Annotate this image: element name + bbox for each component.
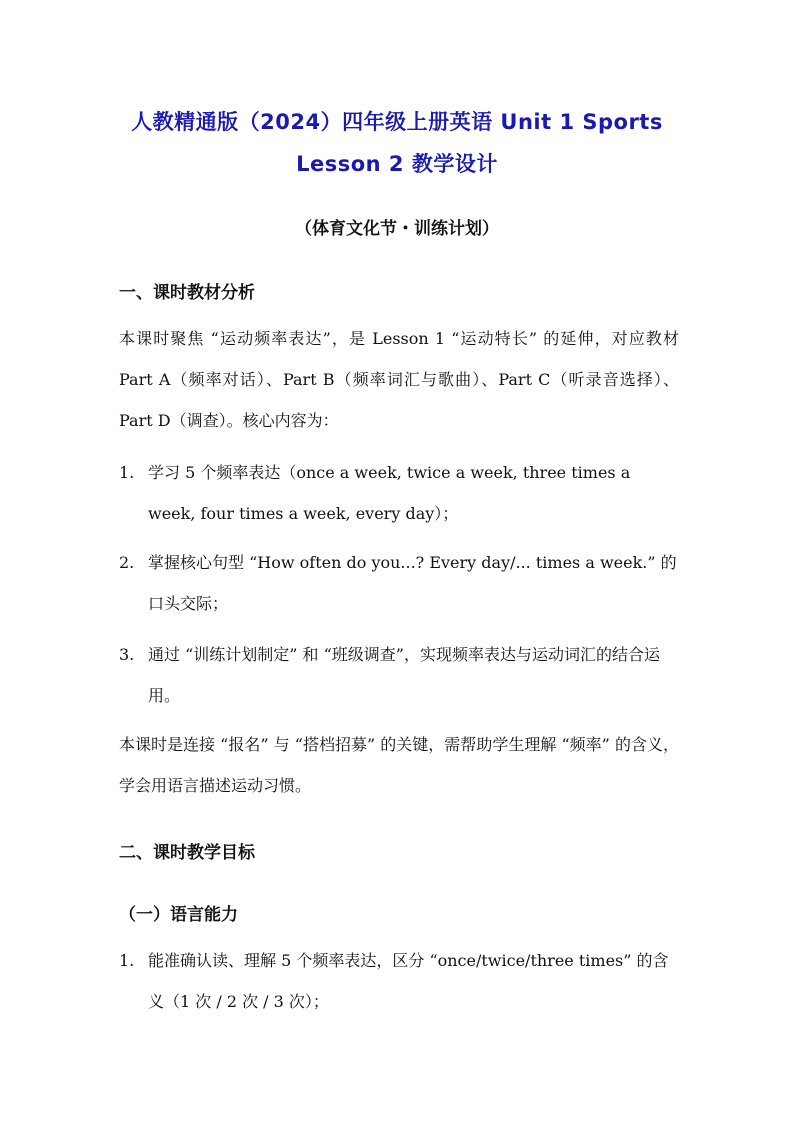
document-title-line2: Lesson 2 教学设计 (296, 152, 498, 176)
list-item (119, 634, 679, 716)
list-item-text: 掌握核心句型 “How often do you...? Every day/... times a week.” 的口头交际； (148, 553, 677, 613)
section2-heading: 二、课时教学目标 (119, 843, 255, 863)
list-item (119, 452, 679, 534)
list-item-number: 1. (119, 951, 135, 970)
list-item (119, 542, 679, 624)
document-title-line1: 人教精通版（2024）四年级上册英语 Unit 1 Sports (131, 110, 663, 134)
list-item-number: 1. (119, 463, 135, 482)
document-subtitle: （体育文化节・训练计划） (295, 219, 499, 239)
list-item-number: 3. (119, 645, 135, 664)
section1-closing-paragraph: 本课时是连接 “报名” 与 “搭档招募” 的关键，需帮助学生理解 “频率” 的含义，学会用语言描述运动习惯。 (119, 735, 679, 795)
list-item-text: 能准确认读、理解 5 个频率表达，区分 “once/twice/three times” 的含义（1 次 / 2 次 / 3 次）； (148, 951, 669, 1011)
section2-subheading: （一）语言能力 (119, 905, 238, 925)
list-item-number: 2. (119, 553, 135, 572)
list-item-text: 通过 “训练计划制定” 和 “班级调查”，实现频率表达与运动词汇的结合运用。 (148, 645, 660, 705)
section1-heading: 一、课时教材分析 (119, 283, 255, 303)
list-item (119, 940, 679, 1022)
list-item-text: 学习 5 个频率表达（once a week, twice a week, three times a week, four times a week, every day）； (148, 463, 631, 523)
section1-intro-paragraph: 本课时聚焦 “运动频率表达”，是 Lesson 1 “运动特长” 的延伸，对应教材 Part A（频率对话）、Part B（频率词汇与歌曲）、Part C（听录音选择）、Part D（调查）。核心内容为： (119, 329, 679, 430)
